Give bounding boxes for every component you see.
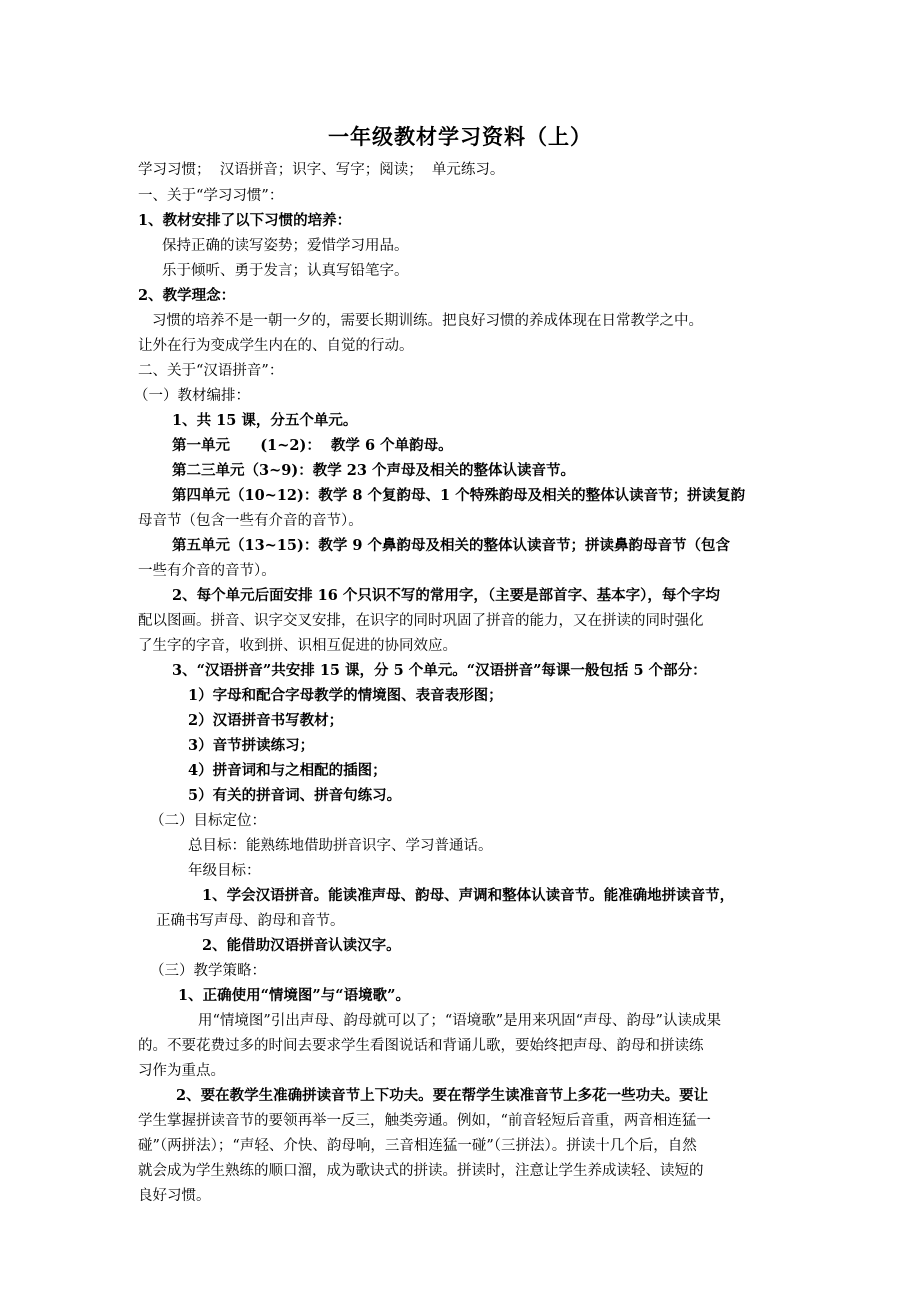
text-line: 1、共 15 课，分五个单元。 (172, 412, 358, 429)
sub-heading: （二）目标定位： (150, 813, 266, 829)
text-line: 母音节（包含一些有介音的音节）。 (138, 513, 363, 529)
sub-heading: （三）教学策略： (150, 963, 266, 979)
list-item: 3）音节拼读练习； (188, 737, 315, 754)
text-line: 年级目标： (188, 863, 261, 879)
list-item: 4）拼音词和与之相配的插图； (188, 762, 387, 779)
text-line: 第五单元（13~15)：教学 9 个鼻韵母及相关的整体认读音节；拼读鼻韵母音节（包含 (172, 537, 731, 554)
sub-heading: （一）教材编排： (134, 388, 250, 404)
text-line: 保持正确的读写姿势；爱惜学习用品。 (162, 238, 409, 254)
section-heading: 一、关于“学习习惯”： (138, 188, 284, 204)
text-line: 习惯的培养不是一朝一夕的，需要长期训练。把良好习惯的养成体现在日常教学之中。 (152, 313, 703, 329)
text-line: 正确书写声母、韵母和音节。 (156, 913, 345, 929)
list-item: 1）字母和配合字母教学的情境图、表音表形图； (188, 687, 503, 704)
document-title: 一年级教材学习资料（上） (328, 124, 592, 149)
text-line: 2、要在教学生准确拼读音节上下功夫。要在帮学生读准音节上多花一些功夫。要让 (176, 1087, 709, 1104)
text-line: 第二三单元（3~9)：教学 23 个声母及相关的整体认读音节。 (172, 462, 575, 479)
text-line: 2、能借助汉语拼音认读汉字。 (202, 937, 401, 954)
text-line: 3、“汉语拼音”共安排 15 课，分 5 个单元。“汉语拼音”每课一般包括 5 个部分： (172, 662, 707, 679)
text-line: 学生掌握拼读音节的要领再举一反三，触类旁通。例如，“前音轻短后音重，两音相连猛一 (138, 1113, 711, 1129)
text-line: 的。不要花费过多的时间去要求学生看图说话和背诵儿歌，要始终把声母、韵母和拼读练 (138, 1038, 704, 1054)
text-line: 一些有介音的音节）。 (138, 563, 276, 579)
text-line: 2、每个单元后面安排 16 个只识不写的常用字，（主要是部首字、基本字），每个字均 (172, 587, 720, 604)
text-line: 1、学会汉语拼音。能读准声母、韵母、声调和整体认读音节。能准确地拼读音节， (202, 887, 735, 904)
text-line: 第一单元 (1~2)： 教学 6 个单韵母。 (172, 437, 453, 454)
text-line: 第四单元（10~12)：教学 8 个复韵母、1 个特殊韵母及相关的整体认读音节；拼读复韵 (172, 487, 746, 504)
sub-heading: 1、教材安排了以下习惯的培养： (138, 212, 352, 229)
text-line: 总目标：能熟练地借助拼音识字、学习普通话。 (188, 838, 493, 854)
list-item: 5）有关的拼音词、拼音句练习。 (188, 787, 402, 804)
text-line: 配以图画。拼音、识字交叉安排，在识字的同时巩固了拼音的能力，又在拼读的同时强化 (138, 613, 704, 629)
text-line: 让外在行为变成学生内在的、自觉的行动。 (138, 338, 414, 354)
text-line: 良好习惯。 (138, 1188, 211, 1204)
text-line: 碰”（两拼法）；“声轻、介快、韵母响，三音相连猛一碰”（三拼法）。拼读十几个后，自然 (138, 1138, 697, 1154)
text-line: 乐于倾听、勇于发言；认真写铅笔字。 (162, 263, 409, 279)
text-line: 1、正确使用“情境图”与“语境歌”。 (178, 987, 410, 1004)
section-heading: 二、关于“汉语拼音”： (138, 363, 284, 379)
sub-heading: 2、教学理念： (138, 287, 236, 304)
text-line: 用“情境图”引出声母、韵母就可以了；“语境歌”是用来巩固“声母、韵母”认读成果 (198, 1013, 721, 1029)
text-line: 习作为重点。 (138, 1063, 225, 1079)
text-line: 学习习惯； 汉语拼音；识字、写字；阅读； 单元练习。 (138, 162, 505, 178)
text-line: 就会成为学生熟练的顺口溜，成为歌诀式的拼读。拼读时，注意让学生养成读轻、读短的 (138, 1163, 704, 1179)
list-item: 2）汉语拼音书写教材； (188, 712, 344, 729)
text-line: 了生字的字音，收到拼、识相互促进的协同效应。 (138, 638, 457, 654)
